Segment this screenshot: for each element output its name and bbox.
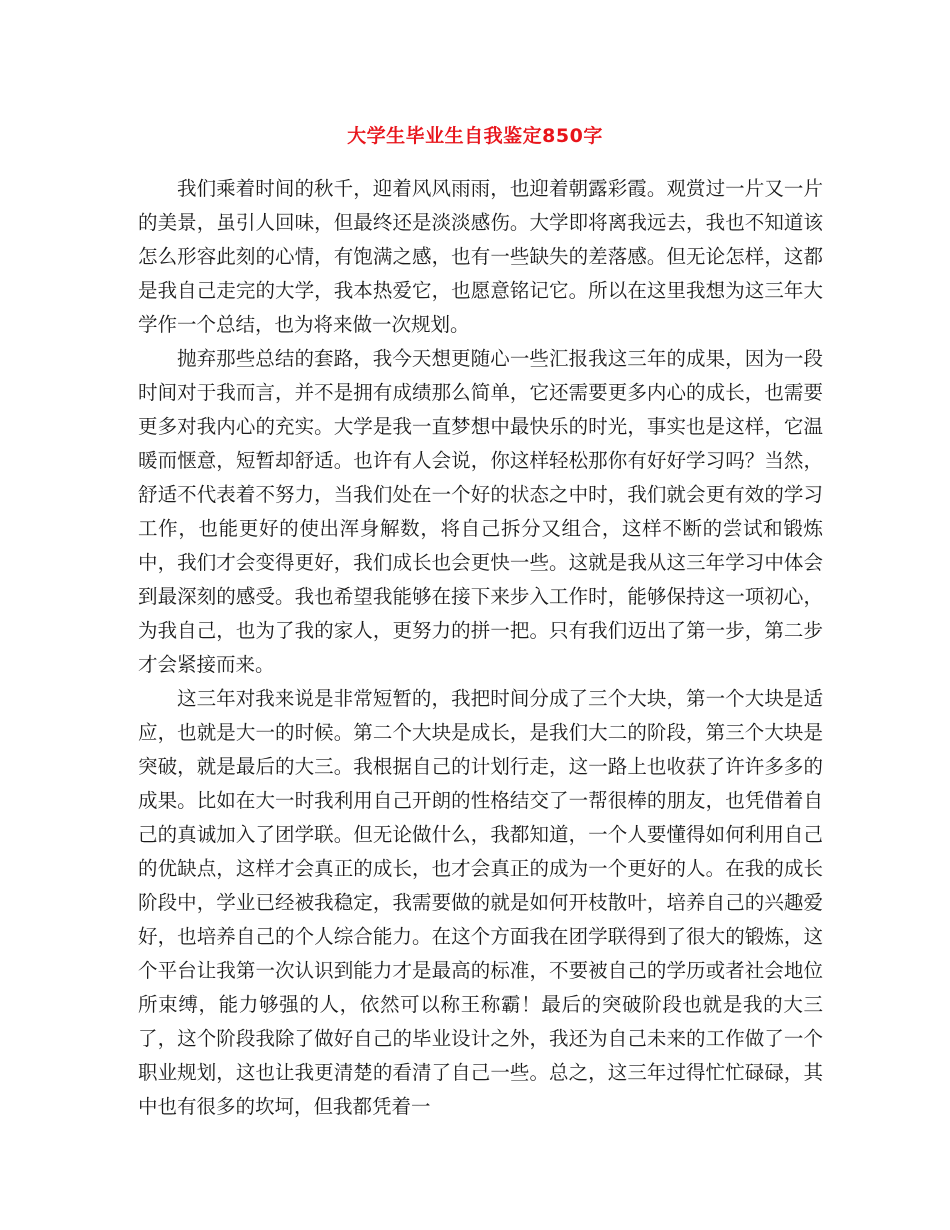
paragraph-1: 我们乘着时间的秋千，迎着风风雨雨，也迎着朝露彩霞。观赏过一片又一片的美景，虽引人回味，但最终还是淡淡感伤。大学即将离我远去，我也不知道该怎么形容此刻的心情，有饱满之感，也有一些缺失的差落感。但无论怎样，这都是我自己走完的大学，我本热爱它，也愿意铭记它。所以在这里我想为这三年大学作一个总结，也为将来做一次规划。 [138, 177, 823, 336]
paragraph-2: 抛弃那些总结的套路，我今天想更随心一些汇报我这三年的成果，因为一段时间对于我而言，并不是拥有成绩那么简单，它还需要更多内心的成长，也需要更多对我内心的充实。大学是我一直梦想中最快乐的时光，事实也是这样，它温暖而惬意，短暂却舒适。也许有人会说，你这样轻松那你有好好学习吗？当然，舒适不代表着不努力，当我们处在一个好的状态之中时，我们就会更有效的学习工作，也能更好的使出浑身解数，将自己拆分又组合，这样不断的尝试和锻炼中，我们才会变得更好，我们成长也会更快一些。这就是我从这三年学习中体会到最深刻的感受。我也希望我能够在接下来步入工作时，能够保持这一项初心，为我自己，也为了我的家人，更努力的拼一把。只有我们迈出了第一步，第二步才会紧接而来。 [138, 347, 823, 676]
document-body [138, 172, 823, 1124]
document-title: 大学生毕业生自我鉴定850字 [347, 125, 603, 147]
paragraph-3: 这三年对我来说是非常短暂的，我把时间分成了三个大块，第一个大块是适应，也就是大一的时候。第二个大块是成长，是我们大二的阶段，第三个大块是突破，就是最后的大三。我根据自己的计划行走，这一路上也收获了许许多多的成果。比如在大一时我利用自己开朗的性格结交了一帮很棒的朋友，也凭借着自己的真诚加入了团学联。但无论做什么，我都知道，一个人要懂得如何利用自己的优缺点，这样才会真正的成长，也才会真正的成为一个更好的人。在我的成长阶段中，学业已经被我稳定，我需要做的就是如何开枝散叶，培养自己的兴趣爱好，也培养自己的个人综合能力。在这个方面我在团学联得到了很大的锻炼，这个平台让我第一次认识到能力才是最高的标准，不要被自己的学历或者社会地位所束缚，能力够强的人，依然可以称王称霸！最后的突破阶段也就是我的大三了，这个阶段我除了做好自己的毕业设计之外，我还为自己未来的工作做了一个职业规划，这也让我更清楚的看清了自己一些。总之，这三年过得忙忙碌碌，其中也有很多的坎坷，但我都凭着一 [138, 687, 823, 1118]
